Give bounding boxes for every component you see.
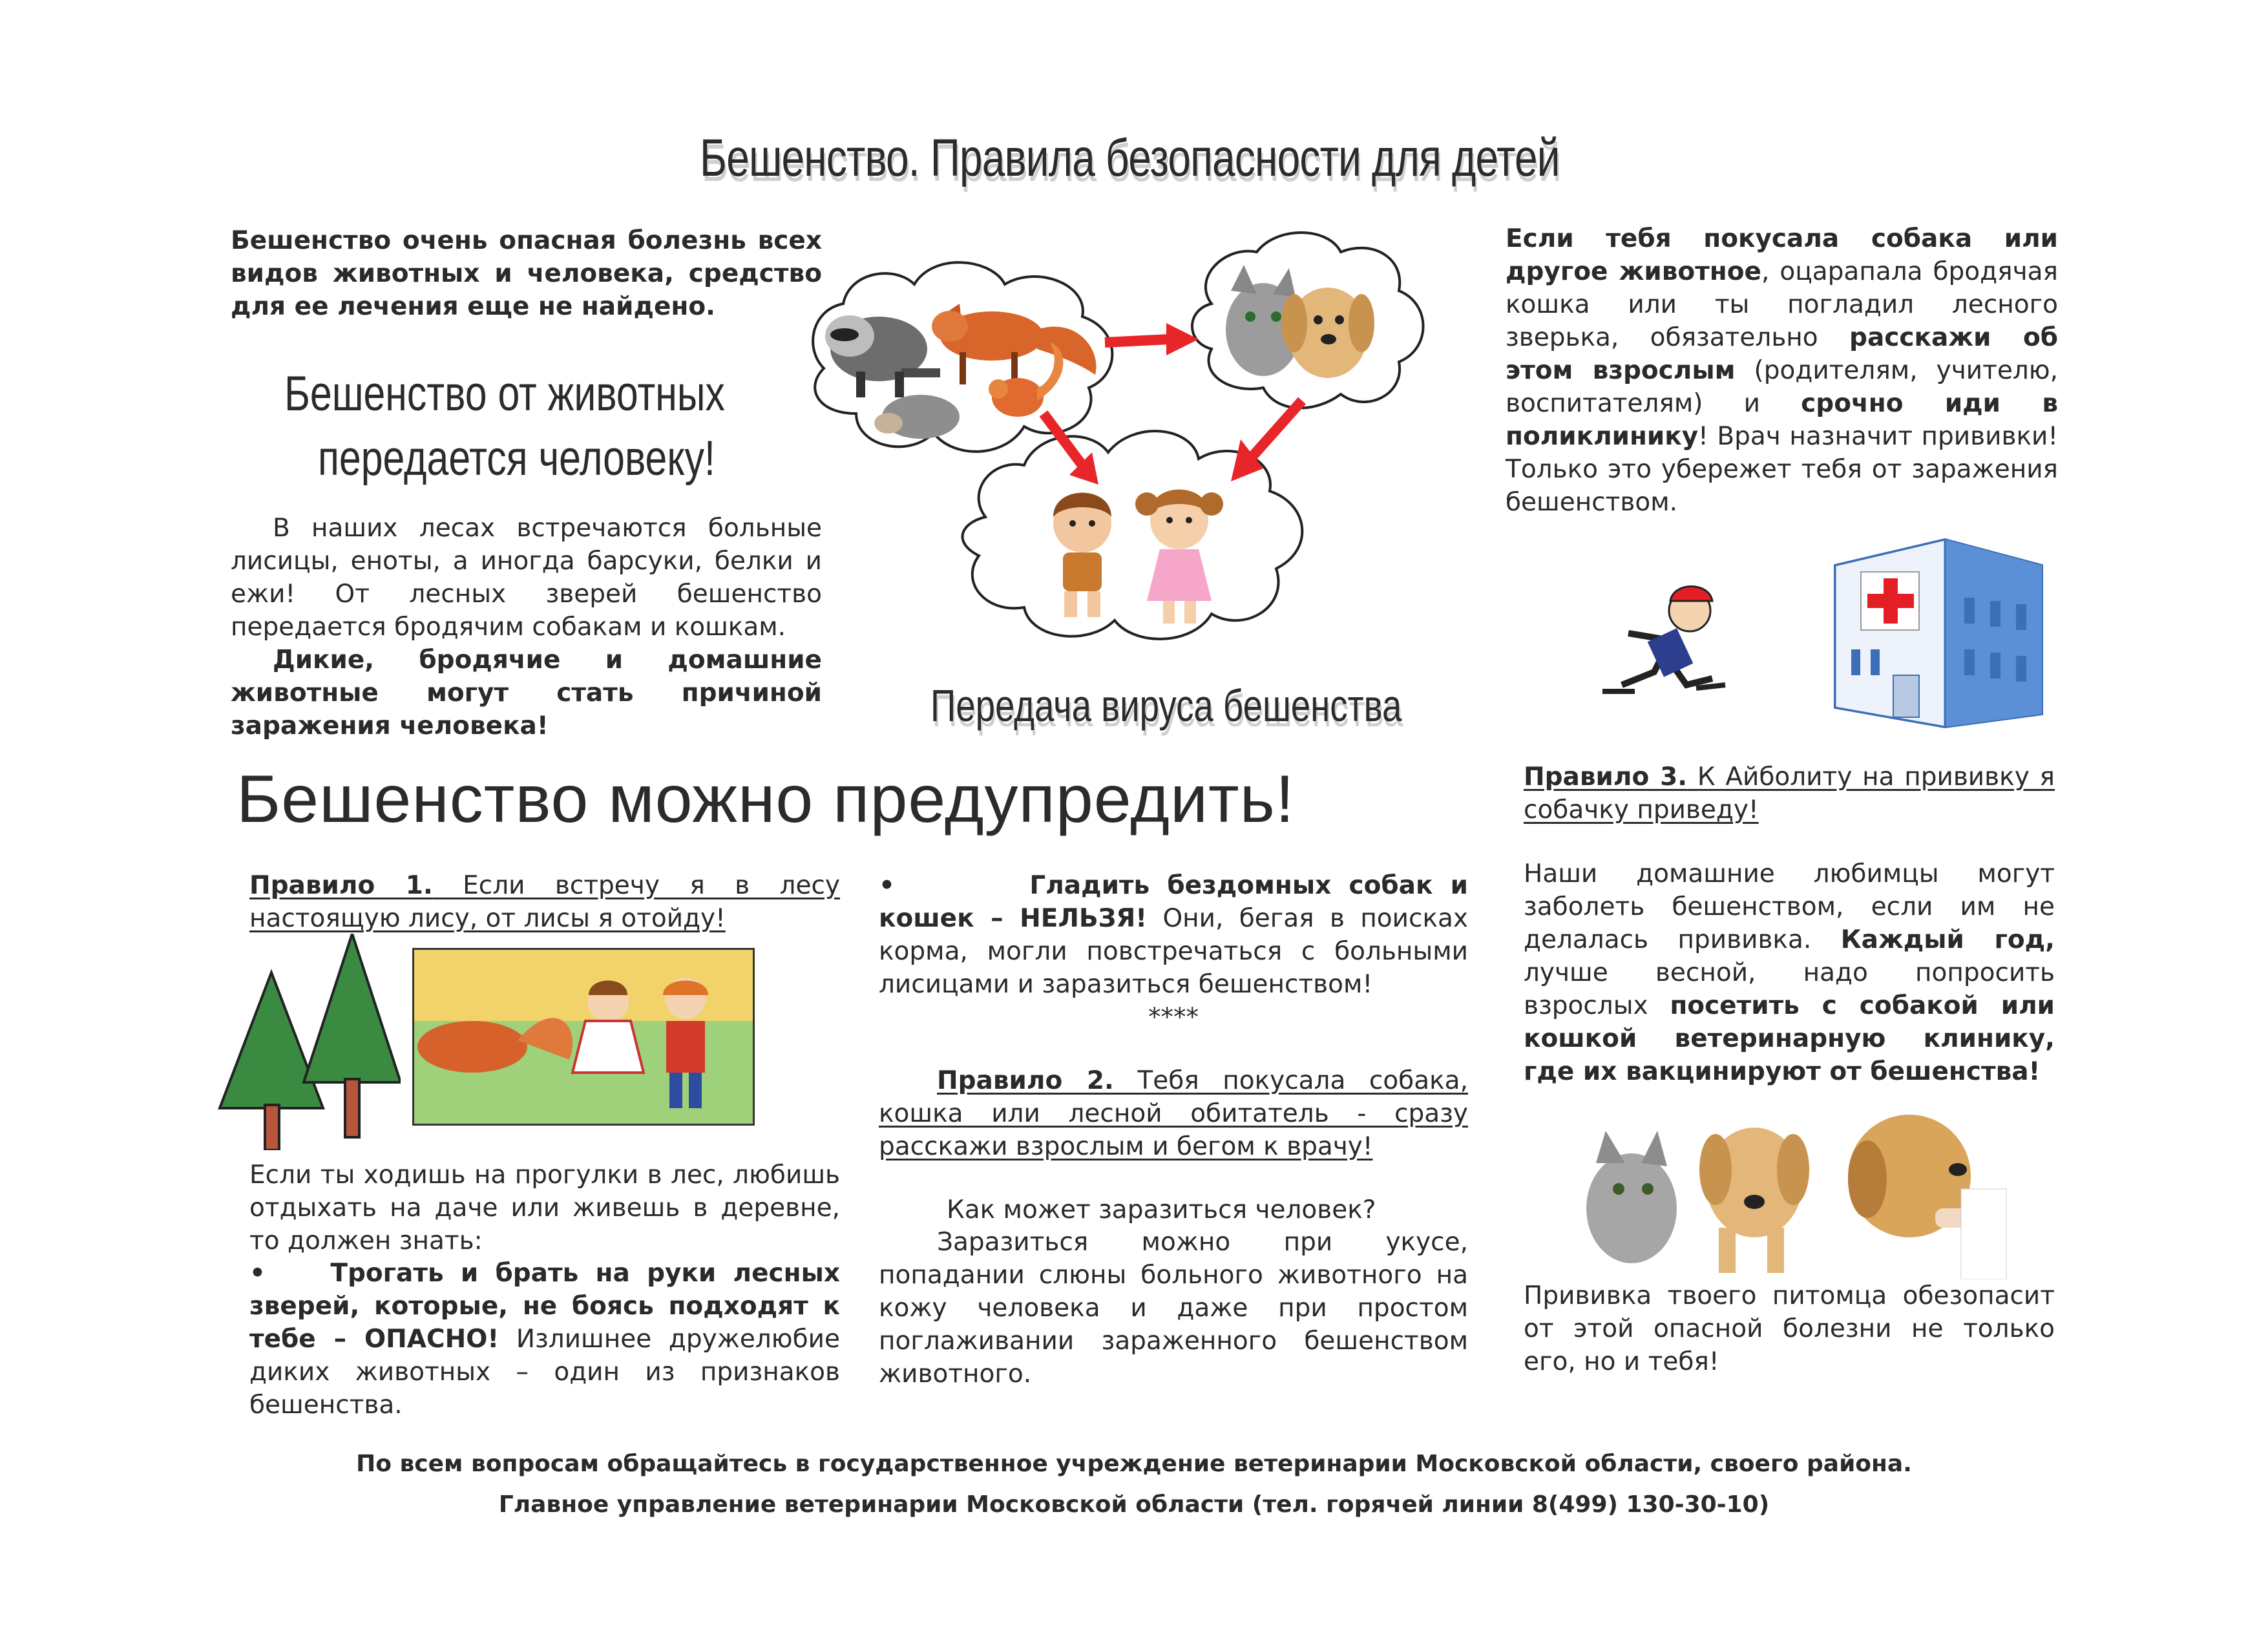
rule3-para-bold1: Каждый год, bbox=[1840, 925, 2055, 954]
middle-bullet-text: Они, бегая в поисках корма, могли повстречаться с больными лисицами и заразиться бешенством! bbox=[879, 904, 1468, 999]
bite-advice bbox=[1506, 222, 2058, 519]
transmission-diagram bbox=[798, 220, 1515, 685]
rule1-bullet-text: Излишнее дружелюбие диких животных – один из признаков бешенства. bbox=[249, 1325, 840, 1420]
rule3-final: Прививка твоего питомца обезопасит от этой опасной болезни не только его, но и тебя! bbox=[1524, 1281, 2055, 1376]
rule3-para-text2: лучше весной, надо попросить взрослых bbox=[1524, 958, 2055, 1020]
rule2-label: Правило 2. bbox=[937, 1066, 1114, 1095]
bite-advice-text1: , оцарапала бродячая кошка или ты погладил лесного зверька, обязательно bbox=[1506, 257, 2058, 352]
rule3-text: К Айболиту на прививку я собачку приведу! bbox=[1524, 762, 2055, 824]
middle-separator: **** bbox=[1148, 1003, 1199, 1032]
bite-advice-text3: ! Врач назначит прививки! Только это убережет тебя от заражения бешенством. bbox=[1506, 422, 2058, 517]
rule1-label: Правило 1. bbox=[249, 871, 433, 900]
middle-bullet-bold: Гладить бездомных собак и кошек – НЕЛЬЗЯ! bbox=[879, 871, 1468, 933]
arrow-wild-to-pets bbox=[1105, 323, 1199, 355]
bite-advice-text2: (родителям, учителю, воспитателям) и bbox=[1506, 356, 2058, 418]
rule1-text: Если встречу я в лесу настоящую лису, от лисы я отойду! bbox=[249, 871, 840, 933]
children-with-fox-illustration bbox=[412, 948, 755, 1126]
main-heading: Бешенство можно предупредить! bbox=[236, 762, 1295, 837]
rule1-bullet-bold: Трогать и брать на руки лесных зверей, которые, не боясь подходят к тебе – ОПАСНО! bbox=[249, 1259, 841, 1354]
forest-paragraph bbox=[231, 512, 822, 644]
pets-vaccination-illustration bbox=[1573, 1092, 2013, 1279]
forest-trees-illustration bbox=[213, 934, 401, 1150]
rule1-heading bbox=[249, 869, 840, 935]
rule1-bullet bbox=[249, 1257, 840, 1422]
infection-question: Как может заразиться человек? bbox=[947, 1195, 1376, 1224]
bite-advice-bold2: расскажи об этом взрослым bbox=[1506, 323, 2058, 385]
middle-bullet bbox=[879, 869, 1468, 1001]
page-title: Бешенство. Правила безопасности для детей bbox=[700, 129, 1560, 187]
middle-bullet-mark: • bbox=[879, 871, 895, 900]
intro-text: Бешенство очень опасная болезнь всех видов животных и человека, средство для ее лечения еще не найдено. bbox=[231, 226, 822, 321]
transmission-diagram-svg bbox=[798, 220, 1515, 685]
rule3-paragraph bbox=[1524, 857, 2055, 1088]
rule1-bullet-mark: • bbox=[249, 1259, 266, 1288]
rule3-label: Правило 3. bbox=[1524, 762, 1688, 792]
slogan-line2: передается человеку! bbox=[318, 431, 715, 486]
rule3-heading bbox=[1524, 761, 2055, 826]
hospital-illustration bbox=[1822, 527, 2055, 733]
forest-paragraph-text: В наших лесах встречаются больные лисицы, еноты, а иногда барсуки, белки и ежи! От лесных зверей бешенство передается бродячим собакам и кошкам. bbox=[231, 514, 822, 642]
bite-advice-bold1: Если тебя покусала собака или другое животное bbox=[1506, 224, 2058, 286]
rule1-paragraph: Если ты ходишь на прогулки в лес, любишь отдыхать на даче или живешь в деревне, то должен знать: bbox=[249, 1161, 840, 1255]
warning-text: Дикие, бродячие и домашние животные могут стать причиной заражения человека! bbox=[231, 646, 822, 740]
rule2-text: Тебя покусала собака, кошка или лесной обитатель - сразу расскажи взрослым и бегом к врачу! bbox=[879, 1066, 1468, 1161]
infection-answer: Заразиться можно при укусе, попадании слюны больного животного на кожу человека и даже при простом поглаживании зараженного бешенством животного. bbox=[879, 1228, 1468, 1389]
slogan-line1: Бешенство от животных bbox=[284, 366, 725, 421]
running-boy-illustration bbox=[1577, 575, 1738, 724]
footer-line1: По всем вопросам обращайтесь в государственное учреждение ветеринарии Московской области, своего района. bbox=[356, 1451, 1912, 1477]
rule3-para-bold2: посетить с собакой или кошкой ветеринарную клинику, где их вакцинируют от бешенства! bbox=[1524, 991, 2055, 1086]
rule3-para-text: Наши домашние любимцы могут заболеть бешенством, если им не делалась прививка. bbox=[1524, 859, 2055, 954]
diagram-caption: Передача вируса бешенства bbox=[930, 680, 1402, 731]
bite-advice-bold3: срочно иди в поликлинику bbox=[1506, 389, 2058, 451]
footer-line2: Главное управление ветеринарии Московской области (тел. горячей линии 8(499) 130-30-10) bbox=[498, 1491, 1770, 1518]
rule2-block bbox=[879, 1064, 1468, 1163]
